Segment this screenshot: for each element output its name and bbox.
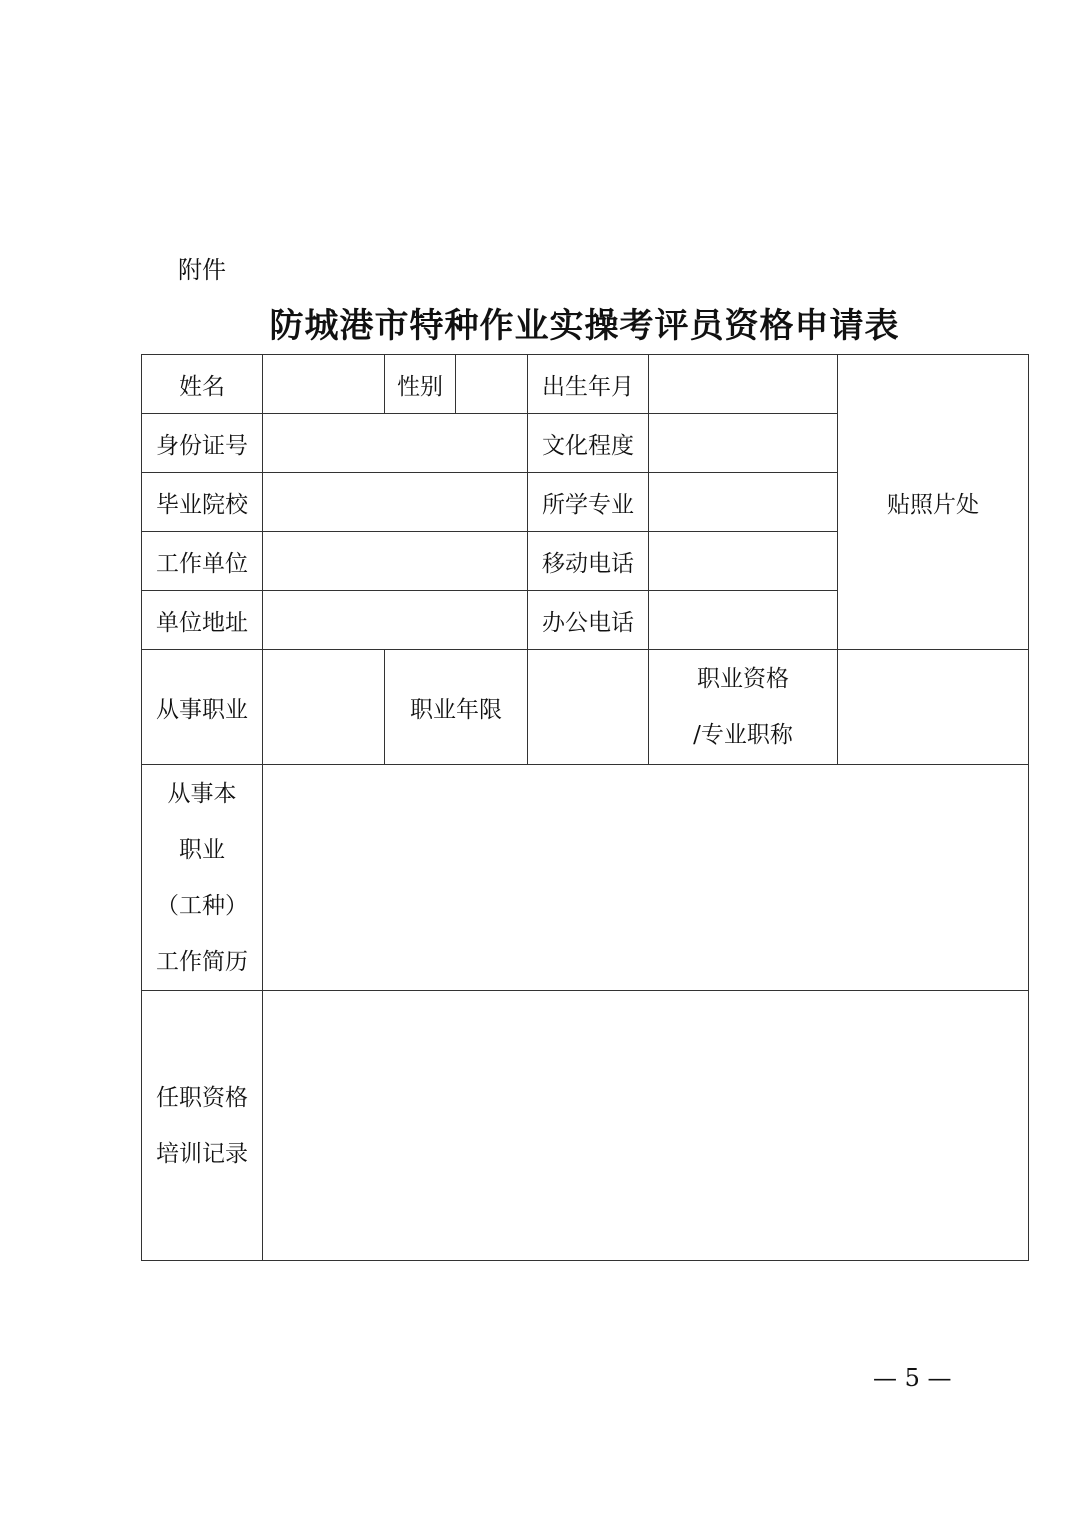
label-school: 毕业院校 — [142, 473, 263, 532]
label-education: 文化程度 — [528, 414, 649, 473]
label-name: 姓名 — [142, 355, 263, 414]
label-qualification — [649, 650, 838, 765]
page-number: — 5 — — [873, 1364, 952, 1392]
history-line-1: 从事本 — [167, 780, 237, 807]
application-form-table — [141, 354, 1029, 1261]
training-line-2: 培训记录 — [156, 1140, 248, 1167]
history-line-2: 职业 — [179, 836, 225, 863]
label-gender: 性别 — [385, 355, 456, 414]
label-mobile: 移动电话 — [528, 532, 649, 591]
row-work-history — [142, 765, 1029, 991]
school-field[interactable] — [263, 473, 528, 532]
label-birth: 出生年月 — [528, 355, 649, 414]
employer-address-field[interactable] — [263, 591, 528, 650]
history-line-4: 工作简历 — [156, 948, 248, 975]
label-work-history — [142, 765, 263, 991]
photo-area: 贴照片处 — [838, 355, 1029, 650]
major-field[interactable] — [649, 473, 838, 532]
history-line-3: （工种） — [156, 892, 248, 919]
occupation-years-field[interactable] — [528, 650, 649, 765]
occupation-field[interactable] — [263, 650, 385, 765]
office-phone-field[interactable] — [649, 591, 838, 650]
label-major: 所学专业 — [528, 473, 649, 532]
label-training-record — [142, 991, 263, 1261]
gender-field[interactable] — [456, 355, 528, 414]
qualification-field[interactable] — [838, 650, 1029, 765]
label-employer-address: 单位地址 — [142, 591, 263, 650]
employer-field[interactable] — [263, 532, 528, 591]
birth-field[interactable] — [649, 355, 838, 414]
work-history-field[interactable] — [263, 765, 1029, 991]
row-training — [142, 991, 1029, 1261]
id-number-field[interactable] — [263, 414, 528, 473]
training-record-field[interactable] — [263, 991, 1029, 1261]
qualification-line-2: /专业职称 — [693, 722, 793, 748]
attachment-label: 附件 — [178, 256, 226, 284]
name-field[interactable] — [263, 355, 385, 414]
label-occupation-years: 职业年限 — [385, 650, 528, 765]
qualification-line-1: 职业资格 — [697, 666, 789, 692]
training-line-1: 任职资格 — [156, 1084, 248, 1111]
label-id-number: 身份证号 — [142, 414, 263, 473]
form-title: 防城港市特种作业实操考评员资格申请表 — [269, 306, 900, 346]
label-employer: 工作单位 — [142, 532, 263, 591]
row-name — [142, 355, 1029, 414]
label-office-phone: 办公电话 — [528, 591, 649, 650]
education-field[interactable] — [649, 414, 838, 473]
row-occupation — [142, 650, 1029, 765]
mobile-field[interactable] — [649, 532, 838, 591]
label-occupation: 从事职业 — [142, 650, 263, 765]
